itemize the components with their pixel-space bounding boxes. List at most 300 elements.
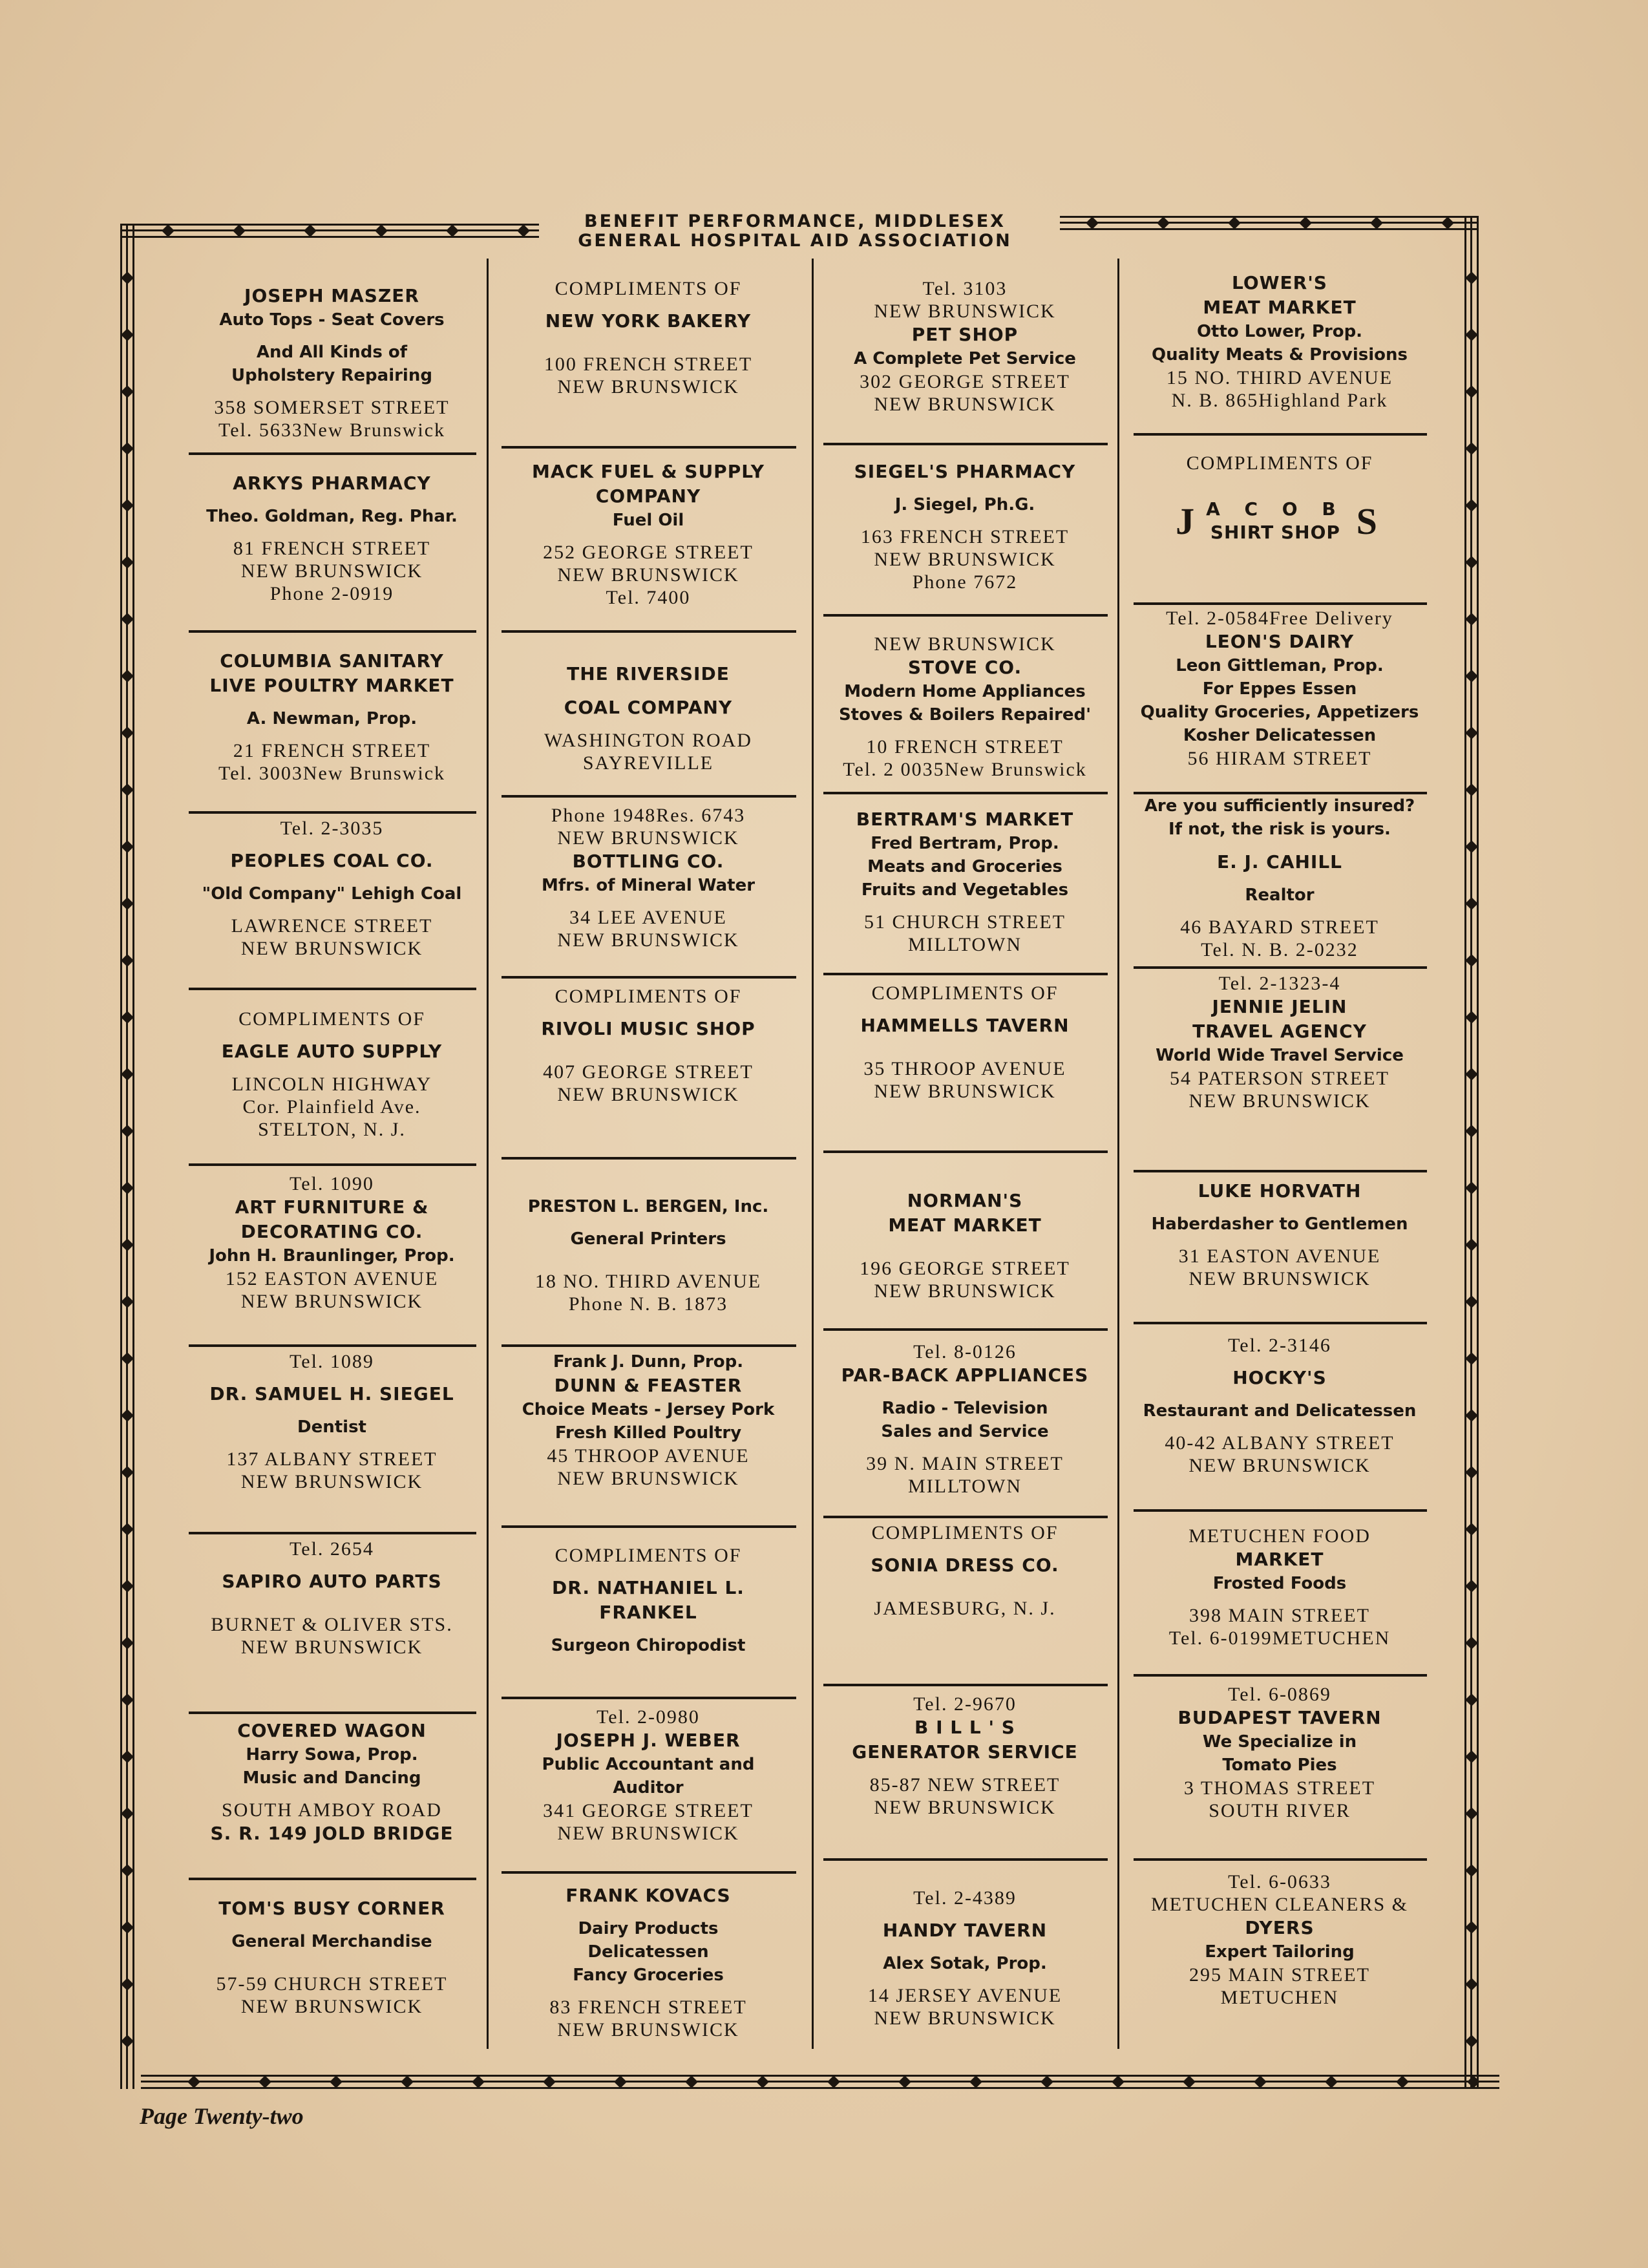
- ad-line: LOWER'S: [1232, 272, 1327, 293]
- ad-line-left: Tel. 3003: [218, 763, 303, 784]
- ad-line: Mfrs. of Mineral Water: [541, 876, 755, 895]
- ad-line: JOSEPH MASZER: [244, 285, 419, 306]
- spacer: [185, 1963, 479, 1973]
- ad-line: 85-87 NEW STREET: [869, 1774, 1061, 1796]
- spacer: [185, 839, 479, 849]
- ad-line: HAMMELLS TAVERN: [860, 1015, 1070, 1036]
- ad-line: Phone 2-0919: [269, 583, 394, 604]
- spacer: [819, 1942, 1110, 1953]
- border-top-left: [120, 224, 539, 238]
- ad-line: BOTTLING CO.: [572, 851, 724, 872]
- ad-split-line: [1130, 973, 1430, 994]
- ad-line-left: Tel. 6-0199: [1168, 1627, 1273, 1649]
- ad-line-right: Free Delivery: [1269, 608, 1393, 629]
- ad-line: PET SHOP: [911, 324, 1019, 345]
- ad-separator: [1134, 433, 1427, 436]
- spacer: [498, 531, 799, 542]
- ad-line: SAPIRO AUTO PARTS: [222, 1571, 442, 1592]
- ad-line: 163 FRENCH STREET: [860, 526, 1070, 547]
- spacer: [185, 1030, 479, 1040]
- ad-line-left: Tel. 2-3146: [1228, 1335, 1331, 1356]
- advertisement: [185, 1719, 479, 1845]
- ad-line: SAYREVILLE: [582, 752, 714, 774]
- ad-line: NEW BRUNSWICK: [557, 1468, 739, 1489]
- ad-line: DUNN & FEASTER: [554, 1375, 743, 1396]
- ad-line: JENNIE JELIN: [1212, 996, 1347, 1017]
- ad-line: COAL COMPANY: [564, 697, 733, 718]
- ad-line: Theo. Goldman, Reg. Phar.: [206, 507, 458, 526]
- ad-separator: [823, 1858, 1108, 1861]
- spacer: [185, 1789, 479, 1799]
- ad-line: 407 GEORGE STREET: [543, 1061, 754, 1083]
- ad-line: 18 NO. THIRD AVENUE: [534, 1271, 762, 1292]
- ad-line: 35 THROOP AVENUE: [863, 1058, 1066, 1079]
- ad-line: Leon Gittleman, Prop.: [1176, 656, 1384, 675]
- ad-line: Phone N. B. 1873: [568, 1293, 728, 1315]
- spacer: [185, 1372, 479, 1383]
- ad-line: TOM'S BUSY CORNER: [218, 1898, 445, 1919]
- ad-split-line: [185, 1538, 479, 1560]
- ad-separator: [1134, 1509, 1427, 1512]
- advertisement: [819, 1693, 1110, 1818]
- advertisement: [185, 650, 479, 784]
- ad-line: We Specialize in: [1202, 1732, 1357, 1752]
- spacer: [185, 331, 479, 341]
- ad-line: 56 HIRAM STREET: [1187, 748, 1372, 769]
- spacer: [1130, 474, 1430, 484]
- ad-line: Restaurant and Delicatessen: [1143, 1401, 1417, 1421]
- ad-separator: [502, 1157, 796, 1160]
- ad-line: NEW BRUNSWICK: [557, 376, 739, 397]
- spacer: [498, 719, 799, 730]
- spacer: [1130, 484, 1430, 494]
- ad-line: RIVOLI MUSIC SHOP: [541, 1018, 755, 1039]
- ad-line: STELTON, N. J.: [258, 1119, 406, 1140]
- advertisement: [185, 472, 479, 604]
- ad-line: 31 EASTON AVENUE: [1178, 1245, 1381, 1267]
- advertisement: [498, 1884, 799, 2040]
- ad-line: Are you sufficiently insured?: [1144, 796, 1415, 816]
- ad-line: COMPANY: [595, 485, 701, 507]
- ad-line-left: Tel. 8-0126: [913, 1341, 1017, 1362]
- ad-separator: [823, 614, 1108, 617]
- ad-line: BERTRAM'S MARKET: [856, 809, 1074, 830]
- ad-separator: [1134, 1322, 1427, 1324]
- spacer: [498, 896, 799, 907]
- ad-split-line: [1130, 452, 1430, 474]
- ad-line: NEW BRUNSWICK: [557, 929, 739, 951]
- ad-line: Frank J. Dunn, Prop.: [553, 1352, 744, 1372]
- ad-split-line: [819, 1887, 1110, 1909]
- advertisement: [498, 278, 799, 397]
- ad-split-line: [1130, 1335, 1430, 1356]
- ad-line: Stoves & Boilers Repaired': [838, 705, 1092, 725]
- ad-line: SONIA DRESS CO.: [871, 1554, 1059, 1576]
- ad-separator: [823, 973, 1108, 975]
- ad-line: COLUMBIA SANITARY: [220, 650, 444, 672]
- ad-separator: [1134, 1858, 1427, 1861]
- ad-line: 252 GEORGE STREET: [543, 542, 754, 563]
- ad-separator: [1134, 966, 1427, 969]
- ad-line: For Eppes Essen: [1202, 679, 1357, 699]
- jacobs-shirt-shop: SHIRT SHOP: [1210, 522, 1340, 543]
- ad-line: NEW BRUNSWICK: [874, 394, 1056, 415]
- ad-line: PRESTON L. BERGEN, Inc.: [527, 1197, 769, 1216]
- advertisement: [185, 1351, 479, 1492]
- ad-line: Fancy Groceries: [573, 1966, 724, 1985]
- spacer: [1130, 874, 1430, 884]
- spacer: [185, 387, 479, 397]
- ad-separator: [1134, 1170, 1427, 1172]
- jacobs-logo: [1137, 498, 1415, 544]
- ad-line: Harry Sowa, Prop.: [246, 1745, 418, 1765]
- spacer: [185, 1438, 479, 1448]
- ad-split-line: [1130, 1684, 1430, 1705]
- ad-line: 46 BAYARD STREET: [1180, 917, 1379, 938]
- spacer: [185, 873, 479, 883]
- header-line-1: BENEFIT PERFORMANCE, MIDDLESEX: [584, 211, 1006, 231]
- ad-line-left: Tel. 5633: [218, 419, 303, 441]
- spacer: [185, 697, 479, 708]
- ad-split-line: [819, 759, 1110, 780]
- ad-line: HANDY TAVERN: [882, 1920, 1048, 1941]
- ad-line: Auditor: [613, 1778, 684, 1797]
- spacer: [819, 726, 1110, 736]
- ad-separator: [823, 443, 1108, 445]
- ad-line: Haberdasher to Gentlemen: [1151, 1214, 1408, 1234]
- ad-line: MARKET: [1235, 1549, 1324, 1570]
- ad-line: Choice Meats - Jersey Pork: [522, 1400, 775, 1419]
- ad-line: THE RIVERSIDE: [567, 663, 730, 684]
- ad-line: METUCHEN CLEANERS &: [1151, 1894, 1408, 1915]
- ad-line: MEAT MARKET: [1203, 297, 1357, 318]
- ad-line: METUCHEN: [1220, 1987, 1339, 2008]
- page-number: Page Twenty-two: [140, 2103, 304, 2129]
- ad-line: Realtor: [1245, 885, 1315, 905]
- ad-line: BURNET & OLIVER STS.: [211, 1614, 453, 1635]
- ad-line: Fuel Oil: [612, 511, 684, 530]
- advertisement: [498, 460, 799, 608]
- ad-line-left: Tel. 2-0980: [597, 1706, 700, 1728]
- ad-split-line: [498, 805, 799, 826]
- advertisement: [819, 1887, 1110, 2029]
- ad-line: Dentist: [297, 1417, 366, 1437]
- ad-separator: [502, 795, 796, 798]
- ad-line: Radio - Television: [882, 1399, 1048, 1418]
- spacer: [819, 1048, 1110, 1058]
- ad-separator: [189, 1163, 476, 1166]
- advertisement: [1130, 973, 1430, 1112]
- ad-line: 196 GEORGE STREET: [860, 1258, 1070, 1279]
- ad-separator: [1134, 602, 1427, 605]
- ad-line: Expert Tailoring: [1205, 1942, 1355, 1962]
- ad-line: Tel. N. B. 2-0232: [1201, 939, 1358, 960]
- ad-line: NORMAN'S: [907, 1190, 1023, 1211]
- ad-line: Surgeon Chiropodist: [551, 1636, 746, 1655]
- ad-separator: [502, 976, 796, 979]
- ad-line: Phone 7672: [912, 571, 1018, 593]
- ad-line: E. J. CAHILL: [1216, 851, 1343, 873]
- advertisement: [185, 818, 479, 959]
- ad-separator: [502, 1871, 796, 1874]
- ad-separator: [189, 811, 476, 814]
- ad-line: J. Siegel, Ph.G.: [894, 495, 1035, 514]
- ad-line-right: METUCHEN: [1272, 1627, 1391, 1649]
- spacer: [1130, 1422, 1430, 1432]
- ad-line: Cor. Plainfield Ave.: [242, 1096, 421, 1118]
- ad-line: NEW BRUNSWICK: [240, 560, 423, 582]
- ad-line: NEW BRUNSWICK: [557, 827, 739, 849]
- ad-line-right: Res. 6743: [656, 805, 746, 826]
- ad-line: 83 FRENCH STREET: [549, 1997, 747, 2018]
- ad-line: NEW BRUNSWICK: [557, 1084, 739, 1105]
- spacer: [819, 1247, 1110, 1258]
- ad-split-line: [185, 818, 479, 839]
- advertisement: [185, 1897, 479, 2017]
- ad-line: 358 SOMERSET STREET: [214, 397, 450, 418]
- spacer: [185, 495, 479, 505]
- spacer: [819, 1037, 1110, 1048]
- spacer: [819, 1004, 1110, 1014]
- spacer: [498, 1218, 799, 1228]
- ad-line: BUDAPEST TAVERN: [1178, 1707, 1382, 1728]
- ad-line: PEOPLES COAL CO.: [230, 850, 434, 871]
- ad-line: COMPLIMENTS OF: [871, 982, 1059, 1004]
- ad-line-left: S. R. 149 J: [210, 1823, 322, 1844]
- ad-line: General Printers: [570, 1229, 726, 1249]
- ad-line: Public Accountant and: [542, 1755, 755, 1774]
- ad-separator: [189, 1344, 476, 1347]
- spacer: [185, 1953, 479, 1963]
- ad-separator: [823, 1684, 1108, 1686]
- ad-line: 39 N. MAIN STREET: [866, 1453, 1064, 1474]
- spacer: [498, 1250, 799, 1260]
- ad-line: Modern Home Appliances: [844, 682, 1086, 701]
- spacer: [1130, 906, 1430, 917]
- ad-line-left: Phone 1948: [551, 805, 657, 826]
- ad-line: 100 FRENCH STREET: [544, 354, 753, 375]
- spacer: [185, 1560, 479, 1570]
- ad-line: MEAT MARKET: [888, 1214, 1042, 1236]
- ad-line: ARKYS PHARMACY: [233, 472, 431, 494]
- ad-line-right: New Brunswick: [302, 763, 446, 784]
- ad-line: NEW YORK BAKERY: [545, 310, 752, 332]
- advertisement: [498, 1706, 799, 1844]
- ad-split-line: [185, 419, 479, 441]
- ad-line: EAGLE AUTO SUPPLY: [221, 1041, 443, 1062]
- ad-line: NEW BRUNSWICK: [874, 549, 1056, 570]
- spacer: [185, 1604, 479, 1614]
- spacer: [498, 1051, 799, 1061]
- ad-separator: [502, 1344, 796, 1347]
- ad-line: 398 MAIN STREET: [1189, 1605, 1370, 1626]
- advertisement: [185, 1008, 479, 1140]
- spacer: [819, 1577, 1110, 1587]
- spacer: [498, 686, 799, 696]
- spacer: [185, 1063, 479, 1074]
- ad-line: WASHINGTON ROAD: [544, 730, 752, 751]
- spacer: [1130, 1235, 1430, 1245]
- jacobs-name: A C O B: [1206, 498, 1345, 520]
- spacer: [819, 516, 1110, 526]
- ad-split-line: [1130, 1627, 1430, 1649]
- ad-line: LEON'S DAIRY: [1205, 631, 1355, 652]
- ad-line: NEW BRUNSWICK: [874, 301, 1056, 322]
- column-rule-2: [812, 259, 814, 2049]
- ad-line: COMPLIMENTS OF: [871, 1522, 1059, 1543]
- ad-split-line: [1130, 608, 1430, 629]
- advertisement: [498, 1545, 799, 1657]
- ad-line: 81 FRENCH STREET: [233, 538, 431, 559]
- advertisement: [498, 662, 799, 774]
- ad-separator: [189, 988, 476, 990]
- advertisement: [1130, 795, 1430, 960]
- ad-line-left: Tel. 6-0869: [1228, 1684, 1331, 1705]
- ad-line: Quality Meats & Provisions: [1152, 345, 1408, 365]
- ad-line: 137 ALBANY STREET: [226, 1448, 438, 1470]
- ad-line: LIVE POULTRY MARKET: [209, 675, 454, 696]
- ad-line: Tel. 1089: [290, 1351, 374, 1372]
- ad-line: Frosted Foods: [1212, 1574, 1347, 1593]
- jacobs-letter-j: J: [1176, 500, 1195, 542]
- ad-line: NEW BRUNSWICK: [874, 1797, 1056, 1818]
- ad-line: COMPLIMENTS OF: [555, 986, 742, 1007]
- ad-separator: [189, 630, 476, 633]
- ad-line: SOUTH RIVER: [1209, 1800, 1351, 1821]
- advertisement: [1130, 608, 1430, 769]
- ad-line: STOVE CO.: [907, 657, 1022, 678]
- ad-line: JOSEPH J. WEBER: [556, 1730, 741, 1751]
- ad-split-line: [819, 278, 1110, 299]
- advertisement: [819, 1341, 1110, 1497]
- ad-line: SOUTH AMBOY ROAD: [222, 1799, 442, 1821]
- ad-line: DR. SAMUEL H. SIEGEL: [209, 1383, 454, 1404]
- ad-line: NEW BRUNSWICK: [557, 564, 739, 586]
- ad-line: COMPLIMENTS OF: [555, 1545, 742, 1566]
- ad-line-left: Tel. 2-0584: [1166, 608, 1270, 629]
- border-bottom: [141, 2075, 1499, 2089]
- advertisement: [819, 982, 1110, 1102]
- ad-split-line: [1130, 390, 1430, 411]
- ad-line: FRANKEL: [599, 1602, 697, 1623]
- ad-line: Music and Dancing: [242, 1768, 421, 1788]
- ad-line: NEW BRUNSWICK: [874, 1081, 1056, 1102]
- ad-separator: [823, 1516, 1108, 1518]
- ad-line: "Old Company" Lehigh Coal: [202, 884, 462, 904]
- advertisement: [498, 805, 799, 951]
- ad-line-left: Tel. 2-4389: [913, 1887, 1017, 1909]
- advertisement: [498, 1351, 799, 1489]
- ad-line: 14 JERSEY AVENUE: [867, 1985, 1062, 2006]
- ad-line-right: Highland Park: [1258, 390, 1388, 411]
- column-rule-3: [1117, 259, 1119, 2049]
- advertisement: [1130, 1684, 1430, 1821]
- ad-line-right: New Brunswick: [944, 759, 1087, 780]
- ad-separator: [189, 452, 476, 455]
- border-top-right: [1060, 216, 1479, 230]
- ad-line: 295 MAIN STREET: [1189, 1964, 1370, 1986]
- ad-line: 40-42 ALBANY STREET: [1165, 1432, 1395, 1454]
- ad-line: A Complete Pet Service: [854, 349, 1076, 368]
- ad-line: Fruits and Vegetables: [861, 880, 1069, 900]
- ad-line: General Merchandise: [231, 1932, 432, 1951]
- ad-line: PAR-BACK APPLIANCES: [841, 1364, 1089, 1386]
- spacer: [1130, 1203, 1430, 1213]
- ad-line: Tomato Pies: [1222, 1755, 1337, 1775]
- ad-line: NEW BRUNSWICK: [874, 1280, 1056, 1302]
- ad-line-left: Tel. 1090: [290, 1173, 374, 1194]
- ad-line: NEW BRUNSWICK: [1188, 1090, 1371, 1112]
- advertisement: [1130, 1180, 1430, 1289]
- ad-line: 10 FRENCH STREET: [866, 736, 1064, 758]
- spacer: [185, 1406, 479, 1416]
- column-rule-1: [487, 259, 489, 2049]
- spacer: [819, 1387, 1110, 1397]
- ad-line: DR. NATHANIEL L.: [552, 1577, 745, 1598]
- ad-line: NEW BRUNSWICK: [240, 1996, 423, 2017]
- advertisement: [819, 1189, 1110, 1302]
- spacer: [498, 343, 799, 354]
- ad-separator: [1134, 792, 1427, 794]
- advertisement: [819, 1522, 1110, 1619]
- ad-line: TRAVEL AGENCY: [1192, 1021, 1367, 1042]
- ad-line: MILLTOWN: [908, 1476, 1022, 1497]
- spacer: [819, 901, 1110, 911]
- ad-line-right: New Brunswick: [302, 419, 446, 441]
- header-line-2: GENERAL HOSPITAL AID ASSOCIATION: [578, 231, 1012, 251]
- ad-line-left: Tel. 2-1323-4: [1218, 973, 1341, 994]
- ad-line: NEW BRUNSWICK: [1188, 1455, 1371, 1476]
- ad-line: NEW BRUNSWICK: [240, 938, 423, 959]
- ad-line: NEW BRUNSWICK: [1188, 1268, 1371, 1289]
- spacer: [185, 1920, 479, 1931]
- ad-separator: [189, 1712, 476, 1714]
- ad-line: Quality Groceries, Appetizers: [1140, 703, 1419, 722]
- ad-separator: [189, 1878, 476, 1880]
- ad-line: 45 THROOP AVENUE: [547, 1445, 750, 1467]
- ad-line: JAMESBURG, N. J.: [874, 1598, 1056, 1619]
- ad-split-line: [819, 1693, 1110, 1715]
- ad-line: LAWRENCE STREET: [231, 915, 433, 937]
- ad-line: 34 LEE AVENUE: [569, 907, 727, 928]
- ad-line: 3 THOMAS STREET: [1183, 1777, 1376, 1799]
- spacer: [185, 1593, 479, 1604]
- spacer: [498, 1041, 799, 1051]
- spacer: [498, 299, 799, 310]
- ad-split-line: [819, 1341, 1110, 1362]
- advertisement: [498, 1196, 799, 1315]
- advertisement: [185, 284, 479, 441]
- ad-line: LINCOLN HIGHWAY: [231, 1074, 432, 1095]
- ad-line: NEW BRUNSWICK: [240, 1471, 423, 1492]
- advertisement: [1130, 1871, 1430, 2008]
- spacer: [819, 1443, 1110, 1453]
- page-header: [530, 212, 1060, 251]
- spacer: [185, 905, 479, 915]
- spacer: [498, 1007, 799, 1017]
- spacer: [819, 1975, 1110, 1985]
- ad-line: NEW BRUNSWICK: [240, 1291, 423, 1312]
- advertisement: [819, 460, 1110, 593]
- ad-line: 21 FRENCH STREET: [233, 740, 431, 761]
- spacer: [819, 1909, 1110, 1919]
- ad-line: METUCHEN FOOD: [1188, 1525, 1371, 1547]
- ad-line: NEW BRUNSWICK: [557, 2019, 739, 2040]
- ad-line: DYERS: [1245, 1917, 1315, 1938]
- ad-line: 15 NO. THIRD AVENUE: [1166, 367, 1393, 388]
- ad-split-line: [498, 1706, 799, 1728]
- ad-line-left: Tel. 2654: [290, 1538, 374, 1560]
